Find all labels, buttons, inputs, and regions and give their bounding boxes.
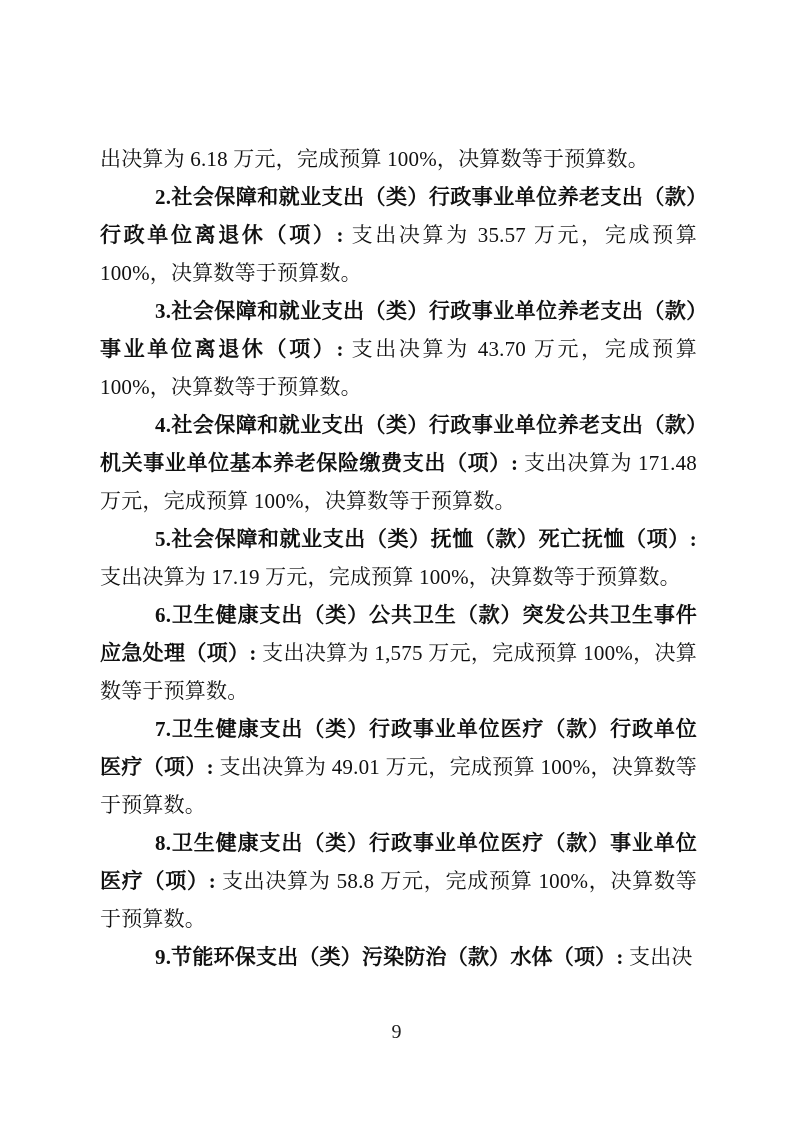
paragraph-text: 支出决算为 17.19 万元，完成预算 100%，决算数等于预算数。 <box>100 565 681 589</box>
paragraph-heading: 3.社会保障和就业支出（类）行政事业单位养老支出（款）事业单位离退休（项）: <box>100 299 697 361</box>
paragraph-heading: 2.社会保障和就业支出（类）行政事业单位养老支出（款）行政单位离退休（项）: <box>100 185 697 247</box>
paragraph-expenditure-item-6 <box>100 596 697 710</box>
paragraph-text: 支出决算为 35.57 万元，完成预算 100%，决算数等于预算数。 <box>100 223 697 285</box>
paragraph-heading: 9.节能环保支出（类）污染防治（款）水体（项）: <box>155 945 629 969</box>
paragraph-expenditure-item-4 <box>100 406 697 520</box>
document-body <box>100 140 697 976</box>
paragraph-heading: 7.卫生健康支出（类）行政事业单位医疗（款）行政单位医疗（项）: <box>100 717 697 779</box>
paragraph-expenditure-item-2 <box>100 178 697 292</box>
paragraph-text: 支出决算为 171.48 万元，完成预算 100%，决算数等于预算数。 <box>100 451 697 513</box>
paragraph-expenditure-item-5 <box>100 520 697 596</box>
paragraph-text: 支出决算为 43.70 万元，完成预算 100%，决算数等于预算数。 <box>100 337 697 399</box>
paragraph-expenditure-item-7 <box>100 710 697 824</box>
paragraph-expenditure-item-8 <box>100 824 697 938</box>
paragraph-text: 支出决算为 1,575 万元，完成预算 100%，决算数等于预算数。 <box>100 641 697 703</box>
paragraph-expenditure-item-9 <box>100 938 697 976</box>
paragraph-heading: 6.卫生健康支出（类）公共卫生（款）突发公共卫生事件应急处理（项）: <box>100 603 697 665</box>
page-number: 9 <box>391 1021 402 1043</box>
paragraph-expenditure-item-3 <box>100 292 697 406</box>
paragraph-heading: 5.社会保障和就业支出（类）抚恤（款）死亡抚恤（项）: <box>155 527 697 551</box>
paragraph-text: 出决算为 6.18 万元，完成预算 100%，决算数等于预算数。 <box>100 147 649 171</box>
paragraph-heading: 4.社会保障和就业支出（类）行政事业单位养老支出（款）机关事业单位基本养老保险缴费支出（项）: <box>100 413 697 475</box>
paragraph-text: 支出决算为 58.8 万元，完成预算 100%，决算数等于预算数。 <box>100 869 697 931</box>
paragraph-heading: 8.卫生健康支出（类）行政事业单位医疗（款）事业单位医疗（项）: <box>100 831 697 893</box>
paragraph-text: 支出决算为 49.01 万元，完成预算 100%，决算数等于预算数。 <box>100 755 697 817</box>
paragraph-continuation <box>100 140 697 178</box>
paragraph-text: 支出决 <box>629 945 693 969</box>
